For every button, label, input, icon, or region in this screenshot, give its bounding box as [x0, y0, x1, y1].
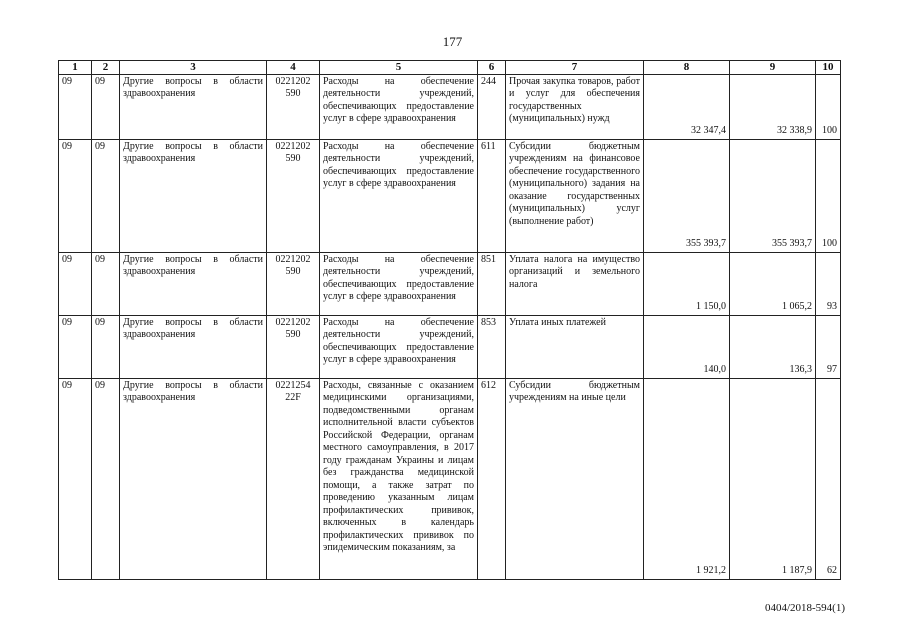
expense-type-code: 612	[478, 378, 506, 579]
section-name: Другие вопросы в области здравоохранения	[120, 74, 267, 139]
target-article-code: 0221202 590	[267, 252, 320, 315]
planned-amount: 1 921,2	[644, 378, 730, 579]
target-article-code: 0221202 590	[267, 74, 320, 139]
execution-percent: 100	[816, 74, 841, 139]
table-row	[59, 378, 841, 579]
table-row	[59, 139, 841, 252]
document-code: 0404/2018-594(1)	[764, 602, 845, 614]
execution-percent: 93	[816, 252, 841, 315]
expense-type-name: Уплата иных платежей	[506, 315, 644, 378]
expense-description: Расходы, связанные с оказанием медицинскими организациями, подведомственными органам исполнительной власти субъектов Российской Федерации, органам местного самоуправления, в 2017 году гражданам Украины и лицам без гражданства медицинской помощи, а также затрат по проведению указанным лицам профилактических прививок, включенных в календарь профилактических прививок по эпидемическим показаниям, за	[320, 378, 478, 579]
table-header-row	[59, 61, 841, 75]
expense-type-code: 611	[478, 139, 506, 252]
target-article-code: 0221202 590	[267, 315, 320, 378]
header-cell: 10	[816, 61, 841, 75]
execution-percent: 97	[816, 315, 841, 378]
expense-description: Расходы на обеспечение деятельности учреждений, обеспечивающих предоставление услуг в сфере здравоохранения	[320, 252, 478, 315]
subsection-code: 09	[92, 378, 120, 579]
executed-amount: 1 065,2	[730, 252, 816, 315]
subsection-code: 09	[92, 315, 120, 378]
expense-type-name: Прочая закупка товаров, работ и услуг для обеспечения государственных (муниципальных) нужд	[506, 74, 644, 139]
target-article-code: 0221254 22F	[267, 378, 320, 579]
subsection-code: 09	[92, 74, 120, 139]
execution-percent: 100	[816, 139, 841, 252]
expense-description: Расходы на обеспечение деятельности учреждений, обеспечивающих предоставление услуг в сфере здравоохранения	[320, 74, 478, 139]
header-cell: 3	[120, 61, 267, 75]
table-row	[59, 252, 841, 315]
expense-type-code: 244	[478, 74, 506, 139]
section-name: Другие вопросы в области здравоохранения	[120, 252, 267, 315]
section-code: 09	[59, 378, 92, 579]
section-name: Другие вопросы в области здравоохранения	[120, 139, 267, 252]
executed-amount: 355 393,7	[730, 139, 816, 252]
expense-type-name: Субсидии бюджетным учреждениям на финансовое обеспечение государственного (муниципального) задания на оказание государственных (муниципальных) услуг (выполнение работ)	[506, 139, 644, 252]
table-row	[59, 74, 841, 139]
header-cell: 2	[92, 61, 120, 75]
expense-type-name: Субсидии бюджетным учреждениям на иные цели	[506, 378, 644, 579]
expense-description: Расходы на обеспечение деятельности учреждений, обеспечивающих предоставление услуг в сфере здравоохранения	[320, 315, 478, 378]
header-cell: 4	[267, 61, 320, 75]
subsection-code: 09	[92, 252, 120, 315]
executed-amount: 1 187,9	[730, 378, 816, 579]
planned-amount: 32 347,4	[644, 74, 730, 139]
budget-table	[58, 60, 841, 580]
header-cell: 1	[59, 61, 92, 75]
expense-description: Расходы на обеспечение деятельности учреждений, обеспечивающих предоставление услуг в сфере здравоохранения	[320, 139, 478, 252]
page-number: 177	[442, 34, 463, 49]
table-row	[59, 315, 841, 378]
header-cell: 7	[506, 61, 644, 75]
header-cell: 5	[320, 61, 478, 75]
section-code: 09	[59, 74, 92, 139]
executed-amount: 32 338,9	[730, 74, 816, 139]
header-cell: 9	[730, 61, 816, 75]
section-code: 09	[59, 315, 92, 378]
section-name: Другие вопросы в области здравоохранения	[120, 378, 267, 579]
section-code: 09	[59, 252, 92, 315]
planned-amount: 140,0	[644, 315, 730, 378]
subsection-code: 09	[92, 139, 120, 252]
header-cell: 6	[478, 61, 506, 75]
target-article-code: 0221202 590	[267, 139, 320, 252]
executed-amount: 136,3	[730, 315, 816, 378]
planned-amount: 1 150,0	[644, 252, 730, 315]
header-cell: 8	[644, 61, 730, 75]
expense-type-code: 851	[478, 252, 506, 315]
section-name: Другие вопросы в области здравоохранения	[120, 315, 267, 378]
expense-type-code: 853	[478, 315, 506, 378]
execution-percent: 62	[816, 378, 841, 579]
section-code: 09	[59, 139, 92, 252]
expense-type-name: Уплата налога на имущество организаций и земельного налога	[506, 252, 644, 315]
planned-amount: 355 393,7	[644, 139, 730, 252]
